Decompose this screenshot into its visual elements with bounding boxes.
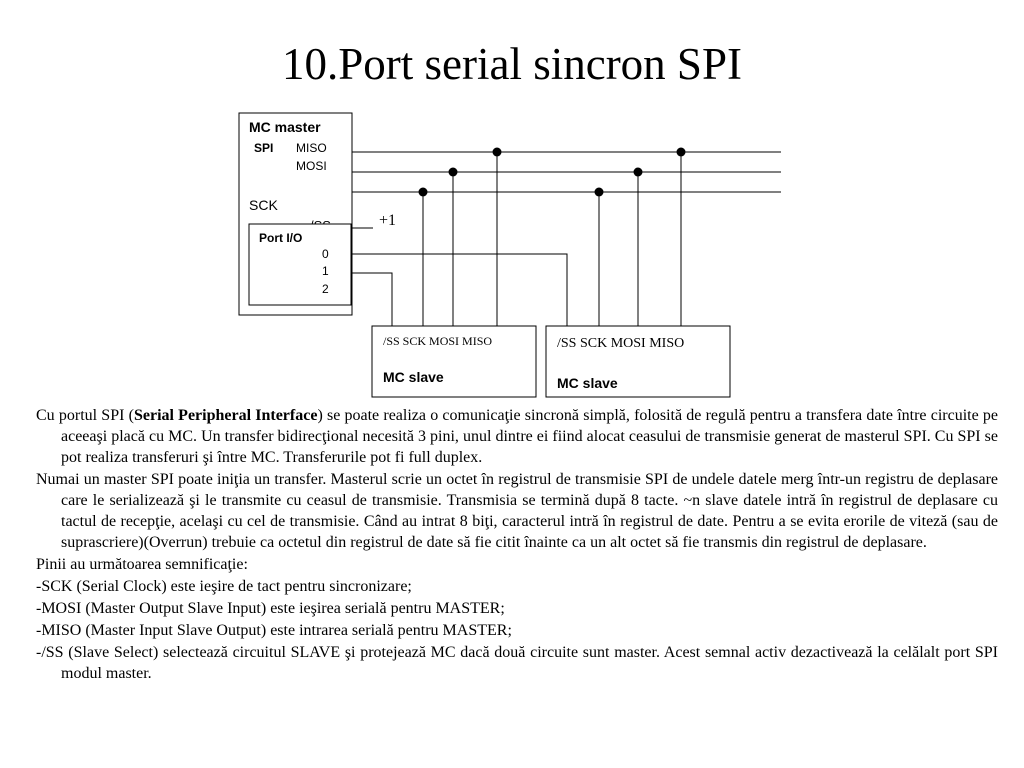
slave1-pins-label: /SS SCK MOSI MISO	[383, 334, 493, 348]
port-pin-0: 0	[322, 247, 329, 261]
junction-dot	[419, 188, 428, 197]
slave2-pins-label: /SS SCK MOSI MISO	[557, 336, 685, 351]
plus-one-label: +1	[379, 212, 397, 229]
spi-label: SPI	[254, 141, 274, 155]
pin-mosi-description: -MOSI (Master Output Slave Input) este ieşirea serială pentru MASTER;	[36, 600, 505, 617]
mosi-label: MOSI	[296, 159, 327, 173]
pin1-to-slave1-ss-wire	[352, 273, 392, 326]
junction-dot	[595, 188, 604, 197]
slave2-label: MC slave	[557, 375, 618, 391]
miso-label: MISO	[296, 141, 327, 155]
master-box-label: MC master	[249, 119, 321, 135]
master-transfer-paragraph: Numai un master SPI poate iniţia un transfer. Masterul scrie un octet în registrul de transmisie SPI de undele datele merg într-un registru de deplasare care le serializează şi le transmite cu ceasul de transmisie. Transmisia se termină după 8 tacte. ~n slave datele intră în registrul de deplasare cu tactul de recepţie, acelaşi cu cel de transmisie. Când au intrat 8 biţi, caracterul intră în registrul de date. Pentru a se evita erorile de viteză (sau de suprascriere)(Overrun) trebuie ca octetul din registrul de date să fie citit înainte ca un alt octet să fie transmis din registrul de deplasare.	[36, 471, 998, 551]
slave1-label: MC slave	[383, 369, 444, 385]
port-pin-1: 1	[322, 264, 329, 278]
port-pin-2: 2	[322, 282, 329, 296]
body-text	[36, 405, 998, 685]
pin0-to-slave2-ss-wire	[352, 254, 567, 326]
junction-dot	[634, 168, 643, 177]
intro-prefix: Cu portul SPI (	[36, 407, 134, 424]
port-io-label: Port I/O	[259, 231, 303, 245]
junction-dot	[449, 168, 458, 177]
pins-heading: Pinii au următoarea semnificaţie:	[36, 556, 248, 573]
pin-sck-description: -SCK (Serial Clock) este ieşire de tact pentru sincronizare;	[36, 578, 412, 595]
page-title: 10.Port serial sincron SPI	[282, 39, 742, 89]
intro-paragraph	[36, 405, 998, 468]
junction-dot	[677, 148, 686, 157]
junction-dot	[493, 148, 502, 157]
spi-full-name: Serial Peripheral Interface	[133, 407, 318, 424]
intro-suffix: ) se poate realiza o comunicaţie sincronă simplă, folosită de regulă pentru a transfera date între circuite pe aceeaşi placă cu MC. Un transfer bidirecţional necesită 3 pini, unul dintre ei fiind alocat ceasului de transmisie generat de masterul SPI. Cu SPI se pot realiza transferuri şi între MC. Transferurile pot fi full duplex.	[61, 407, 999, 466]
sck-label: SCK	[249, 197, 278, 213]
pin-ss-description: -/SS (Slave Select) selectează circuitul SLAVE şi protejează MC dacă două circuite sunt master. Acest semnal activ dezactivează la celălalt port SPI modul master.	[36, 644, 998, 682]
pin-miso-description: -MISO (Master Input Slave Output) este intrarea serială pentru MASTER;	[36, 622, 512, 639]
